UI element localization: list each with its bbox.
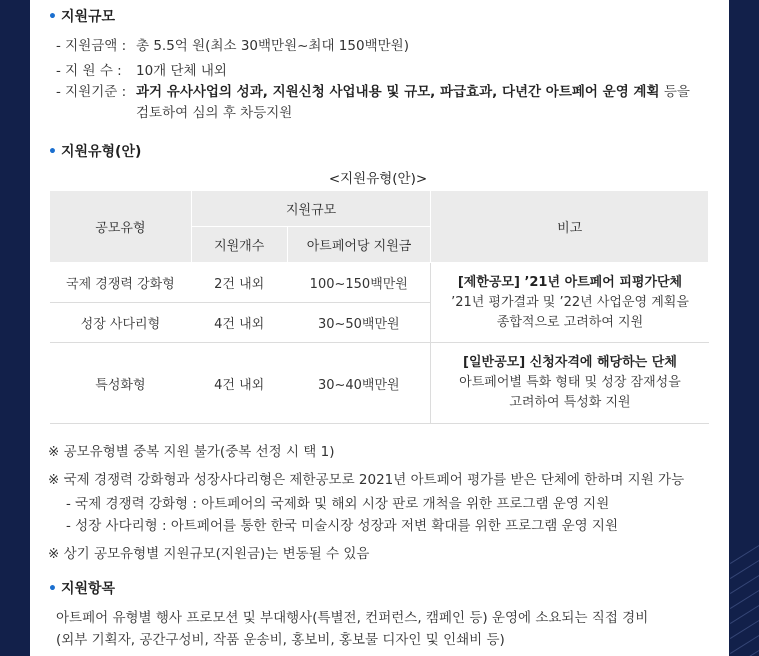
bullet-icon: •	[48, 9, 57, 25]
items-line-2: (외부 기획자, 공간구성비, 작품 운송비, 홍보비, 홍보물 디자인 및 인쇄비 등)	[56, 632, 505, 648]
cell-remark-restricted: [제한공모] ’21년 아트페어 피평가단체 ’21년 평가결과 및 ’22년 사업운영 계획을 종합적으로 고려하여 지원	[431, 263, 709, 343]
header-scale: 지원규모	[191, 191, 431, 227]
scale-count-label: - 지 원 수 :	[56, 63, 122, 79]
table-row	[50, 263, 709, 303]
cell-amount: 30~50백만원	[287, 303, 431, 343]
scale-row-count	[56, 59, 227, 79]
cell-count: 4건 내외	[191, 343, 287, 424]
cell-count: 4건 내외	[191, 303, 287, 343]
header-count: 지원개수	[191, 227, 287, 263]
section-title-items: • 지원항목	[48, 581, 116, 597]
cell-type: 특성화형	[50, 343, 192, 424]
left-background-band	[0, 0, 30, 656]
note-duplicate: ※ 공모유형별 중복 지원 불가(중복 선정 시 택 1)	[48, 444, 335, 460]
note-restricted: ※ 국제 경쟁력 강화형과 성장사다리형은 제한공모로 2021년 아트페어 평가를 받은 단체에 한하며 지원 가능	[48, 472, 685, 488]
document-panel	[30, 0, 729, 656]
scale-row-criteria	[56, 82, 716, 124]
scale-amount-value: 총 5.5억 원(최소 30백만원~최대 150백만원)	[136, 38, 409, 54]
scale-row-amount	[56, 34, 409, 54]
cell-remark-general: [일반공모] 신청자격에 해당하는 단체 아트페어별 특화 형태 및 성장 잠재성을 고려하여 특성화 지원	[431, 343, 709, 424]
cell-type: 성장 사다리형	[50, 303, 192, 343]
scale-count-value: 10개 단체 내외	[136, 63, 227, 79]
note-growth: - 성장 사다리형 : 아트페어를 통한 한국 미술시장 성장과 저변 확대를 위한 프로그램 운영 지원	[66, 518, 619, 534]
bullet-icon: •	[48, 144, 57, 160]
note-variable: ※ 상기 공모유형별 지원규모(지원금)는 변동될 수 있음	[48, 546, 370, 562]
header-remark: 비고	[431, 191, 709, 263]
scale-criteria-label: - 지원기준 :	[56, 84, 127, 100]
table-caption: <지원유형(안)>	[328, 171, 428, 187]
table-row	[50, 343, 709, 424]
bullet-icon: •	[48, 581, 57, 597]
scale-amount-label: - 지원금액 :	[56, 38, 127, 54]
scale-criteria-value: 과거 유사사업의 성과, 지원신청 사업내용 및 규모, 파급효과, 다년간 아트페어 운영 계획 등을 검토하여 심의 후 차등지원	[136, 84, 690, 121]
section-title-scale: • 지원규모	[48, 9, 116, 25]
cell-amount: 30~40백만원	[287, 343, 431, 424]
cell-type: 국제 경쟁력 강화형	[50, 263, 192, 303]
cell-count: 2건 내외	[191, 263, 287, 303]
section-title-types: • 지원유형(안)	[48, 144, 142, 160]
note-international: - 국제 경쟁력 강화형 : 아트페어의 국제화 및 해외 시장 판로 개척을 위한 프로그램 운영 지원	[66, 496, 610, 512]
items-line-1: 아트페어 유형별 행사 프로모션 및 부대행사(특별전, 컨퍼런스, 캠페인 등) 운영에 소요되는 직접 경비	[56, 610, 649, 626]
header-type: 공모유형	[50, 191, 192, 263]
header-amount: 아트페어당 지원금	[287, 227, 431, 263]
cell-amount: 100~150백만원	[287, 263, 431, 303]
support-type-table	[49, 190, 709, 424]
right-background-band	[729, 0, 759, 656]
